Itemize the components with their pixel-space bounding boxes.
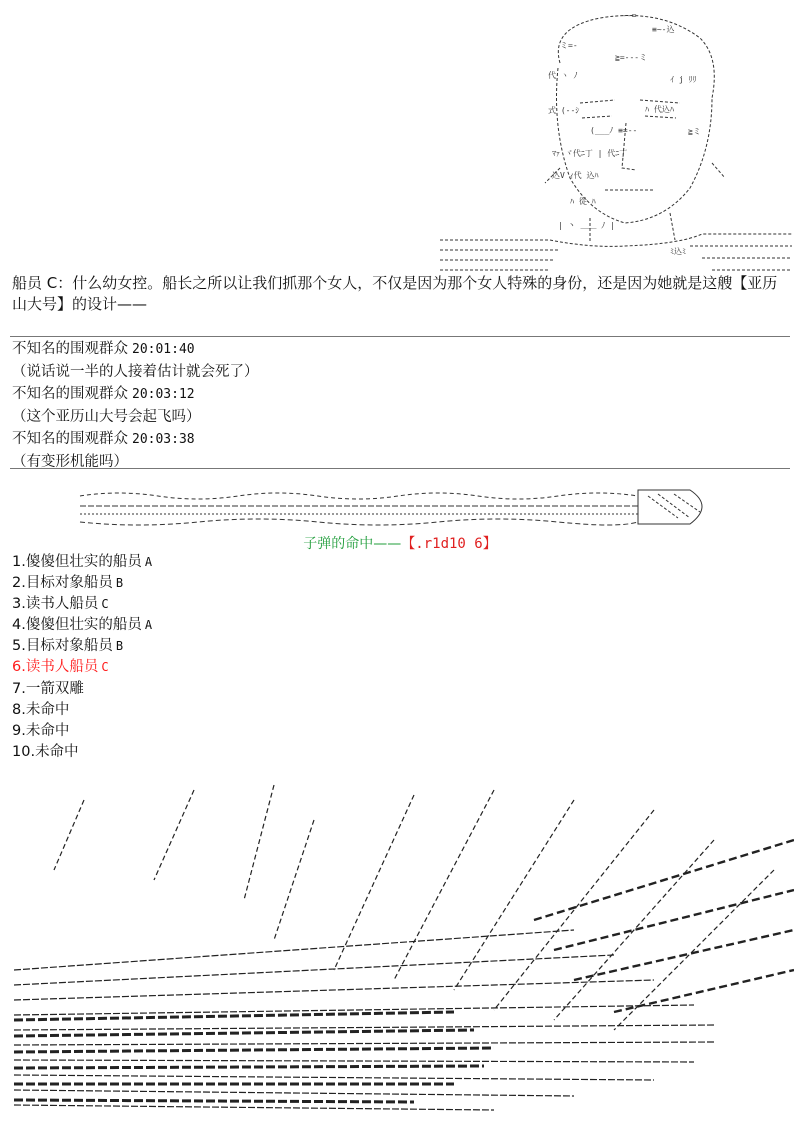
comment-list [12, 338, 772, 473]
outcome-number: 10. [12, 743, 36, 760]
bullet-drawing [78, 484, 718, 530]
outcome-text: 目标对象船员 [25, 575, 113, 592]
svg-text:ﾊ 從 ﾊ: ﾊ 從 ﾊ [570, 197, 596, 206]
svg-text:ﾏｧ ヾ代ﾆ丁 | 代ﾆ丁: ﾏｧ ヾ代ﾆ丁 | 代ﾆ丁 [552, 149, 628, 158]
outcome-text: 未命中 [25, 722, 70, 739]
outcome-number: 9. [12, 722, 26, 739]
outcome-number: 3. [12, 596, 26, 613]
hit-result-line [0, 534, 800, 554]
outcome-number: 1. [12, 554, 26, 570]
outcome-text: 未命中 [25, 701, 70, 718]
comment-text: （说话说一半的人接着估计就会死了） [12, 364, 259, 380]
comment-time: 20:01:40 [132, 342, 195, 357]
comment-text: （有变形机能吗） [12, 454, 128, 470]
narration-text: 船员 C：什么幼女控。船长之所以让我们抓那个女人，不仅是因为那个女人特殊的身份，还是因为她就是这艘【亚历山大号】的设计—— [12, 274, 778, 313]
svg-text:--=: --= [622, 11, 637, 20]
outcome-number: 6. [12, 659, 26, 676]
ascii-art-portrait [440, 8, 792, 276]
svg-text:ﾐ込ﾐ: ﾐ込ﾐ [670, 247, 686, 256]
outcome-list [12, 552, 152, 763]
svg-text:| 丶 ＿＿ ﾉ |: | 丶 ＿＿ ﾉ | [558, 221, 615, 230]
portrait-drawing [440, 8, 792, 276]
outcome-text: 一箭双雕 [25, 680, 84, 697]
svg-text:込V ｨ代 込ﾊ: 込V ｨ代 込ﾊ [552, 171, 599, 180]
svg-text:代 ヽ ﾉ: 代 ヽ ﾉ [548, 71, 578, 80]
outcome-item [12, 700, 152, 721]
outcome-item [12, 636, 152, 657]
outcome-tag: A [144, 618, 153, 633]
outcome-text: 未命中 [35, 743, 79, 760]
outcome-tag: C [101, 597, 109, 612]
roll-bracket-open: 【 [401, 536, 416, 552]
svg-text:(___ﾉ ≡=--: (___ﾉ ≡=-- [590, 126, 638, 135]
outcome-item [12, 615, 152, 636]
outcome-number: 4. [12, 617, 26, 634]
outcome-item-selected [12, 657, 152, 678]
comment-item [12, 428, 772, 473]
outcome-item [12, 679, 152, 700]
outcome-tag: C [101, 660, 109, 675]
outcome-text: 目标对象船员 [25, 638, 113, 655]
comment-user: 不知名的围观群众 [12, 431, 128, 447]
outcome-tag: A [144, 555, 153, 569]
svg-text:ｲ j ﾘﾘ: ｲ j ﾘﾘ [670, 75, 697, 84]
result-label: 子弹的命中—— [303, 536, 402, 552]
outcome-number: 5. [12, 638, 26, 655]
outcome-number: 8. [12, 701, 26, 718]
outcome-number: 7. [12, 680, 26, 697]
svg-text:式 (--ｼ: 式 (--ｼ [548, 106, 580, 115]
comment-time: 20:03:12 [132, 387, 195, 402]
comment-time: 20:03:38 [132, 432, 195, 447]
outcome-item [12, 594, 152, 615]
outcome-item [12, 573, 152, 594]
comment-user: 不知名的围观群众 [12, 386, 128, 402]
svg-text:ﾊ 代込ﾊ: ﾊ 代込ﾊ [645, 105, 674, 114]
outcome-item [12, 552, 152, 573]
svg-text:ミ=-: ミ=- [560, 41, 578, 50]
outcome-item [12, 742, 152, 763]
outcome-text: 读书人船员 [25, 596, 99, 613]
comment-item [12, 383, 772, 428]
outcome-text: 读书人船员 [25, 659, 99, 676]
roll-expression: .r1d10 6 [415, 536, 483, 552]
comment-text: （这个亚历山大号会起飞吗） [12, 409, 201, 425]
svg-text:≧=---ミ: ≧=---ミ [615, 53, 648, 62]
outcome-tag: B [115, 639, 124, 654]
outcome-text: 傻傻但壮实的船员 [25, 554, 142, 570]
outcome-item [12, 721, 152, 742]
outcome-text: 傻傻但壮实的船员 [25, 617, 142, 634]
bullet-ascii-art [78, 484, 718, 530]
svg-text:≡~-込: ≡~-込 [652, 25, 675, 34]
svg-text:≧ミ: ≧ミ [688, 127, 701, 136]
section-divider [10, 336, 790, 337]
roll-bracket-close: 】 [482, 536, 497, 552]
speed-lines-ascii-art [14, 780, 794, 1120]
section-divider [10, 468, 790, 469]
outcome-tag: B [115, 576, 124, 591]
outcome-number: 2. [12, 575, 26, 592]
comment-item [12, 338, 772, 383]
speed-lines-drawing [14, 780, 794, 1120]
comment-user: 不知名的围观群众 [12, 341, 128, 357]
